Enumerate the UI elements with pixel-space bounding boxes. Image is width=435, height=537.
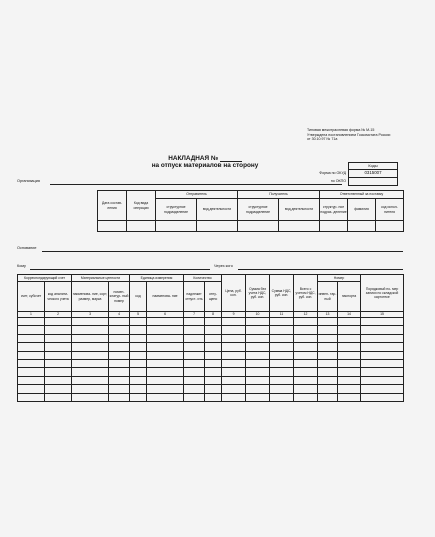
table-cell	[338, 343, 361, 351]
sub-unit-name: наименова- ние	[147, 282, 184, 312]
group-account: Корреспондирующий счет	[18, 275, 72, 282]
table-cell	[45, 343, 72, 351]
table-cell	[246, 385, 270, 393]
group-quantity: Количество	[184, 275, 222, 282]
table-cell	[130, 385, 147, 393]
table-cell	[130, 368, 147, 376]
table-cell	[147, 359, 184, 367]
table-cell	[205, 351, 222, 359]
table-cell	[72, 359, 109, 367]
col-num: 11	[270, 312, 294, 318]
table-cell	[109, 385, 130, 393]
document-title	[110, 155, 300, 162]
group-number: Номер	[318, 275, 361, 282]
sub-account: счет, субсчет	[18, 282, 45, 312]
table-cell	[361, 343, 404, 351]
sub-inventory: инвен- тар- ный	[318, 282, 338, 312]
sender-struct: структурное подразделение	[156, 199, 197, 221]
table-cell	[205, 393, 222, 401]
table-cell	[147, 326, 184, 334]
table-cell	[318, 359, 338, 367]
form-date-line: от 30.10.97 № 71а	[307, 137, 338, 141]
table-cell	[147, 393, 184, 401]
table-cell	[338, 368, 361, 376]
table-cell	[205, 343, 222, 351]
table-cell	[205, 326, 222, 334]
col-date: Дата состав- ления	[98, 191, 127, 221]
table-cell	[130, 351, 147, 359]
table-cell	[270, 326, 294, 334]
cell	[376, 221, 404, 232]
table-cell	[130, 318, 147, 326]
col-num: 12	[294, 312, 318, 318]
table-cell	[361, 318, 404, 326]
sub-analytic: код аналити- ческого учета	[45, 282, 72, 312]
table-cell	[270, 334, 294, 342]
table-cell	[130, 343, 147, 351]
table-cell	[184, 359, 205, 367]
table-cell	[338, 326, 361, 334]
table-cell	[361, 359, 404, 367]
table-cell	[109, 326, 130, 334]
table-cell	[205, 359, 222, 367]
table-cell	[270, 318, 294, 326]
table-cell	[246, 334, 270, 342]
table-row	[18, 351, 404, 359]
table-cell	[361, 368, 404, 376]
table-cell	[222, 385, 246, 393]
table-cell	[361, 376, 404, 384]
table-cell	[338, 393, 361, 401]
table-cell	[205, 334, 222, 342]
table-cell	[45, 351, 72, 359]
table-cell	[72, 334, 109, 342]
col-num: 5	[130, 312, 147, 318]
cell	[197, 221, 238, 232]
table-cell	[246, 326, 270, 334]
table-cell	[361, 334, 404, 342]
table-cell	[246, 393, 270, 401]
table-row	[18, 326, 404, 334]
table-cell	[205, 318, 222, 326]
okpo-label: по ОКПО	[330, 178, 346, 183]
table-row	[18, 368, 404, 376]
table-cell	[184, 351, 205, 359]
col-num: 4	[109, 312, 130, 318]
col-record: Порядковый но- мер записи по складской картотеке	[361, 275, 404, 312]
receiver-activity: вид деятельности	[279, 199, 320, 221]
table-cell	[72, 393, 109, 401]
table-cell	[318, 385, 338, 393]
col-num: 7	[184, 312, 205, 318]
table-cell	[246, 318, 270, 326]
codes-header: Коды	[349, 163, 398, 170]
cell	[279, 221, 320, 232]
blank-rows	[18, 318, 404, 402]
group-sender: Отправитель	[156, 191, 238, 199]
table-cell	[72, 318, 109, 326]
table-cell	[318, 326, 338, 334]
table-cell	[109, 376, 130, 384]
cell	[98, 221, 127, 232]
table-cell	[45, 368, 72, 376]
okud-label: Форма по ОКУД	[319, 171, 346, 175]
group-responsible: Ответственный за поставку	[320, 191, 404, 199]
col-total: Всего с учетом НДС, руб. коп.	[294, 275, 318, 312]
cell	[238, 221, 279, 232]
cell	[348, 221, 376, 232]
col-num: 3	[72, 312, 109, 318]
table-row	[18, 385, 404, 393]
col-num: 1	[18, 312, 45, 318]
table-cell	[294, 359, 318, 367]
table-cell	[18, 343, 45, 351]
col-num: 9	[222, 312, 246, 318]
table-row	[18, 359, 404, 367]
table-cell	[45, 326, 72, 334]
table-cell	[294, 368, 318, 376]
through-label: Через кого	[214, 264, 233, 268]
form-type-line: Типовая межотраслевая форма № М-15	[307, 128, 375, 132]
table-row	[18, 343, 404, 351]
table-cell	[318, 393, 338, 401]
organization-label: Организация	[17, 179, 40, 183]
table-cell	[147, 318, 184, 326]
col-vat: Сумма НДС, руб. коп.	[270, 275, 294, 312]
table-cell	[18, 351, 45, 359]
table-cell	[205, 376, 222, 384]
table-cell	[222, 326, 246, 334]
cell	[127, 221, 156, 232]
table-cell	[109, 359, 130, 367]
receiver-struct: структурное подразделение	[238, 199, 279, 221]
sub-material-name: наименова- ние, сорт, размер, марка	[72, 282, 109, 312]
table-row	[18, 334, 404, 342]
table-cell	[147, 343, 184, 351]
table-cell	[184, 368, 205, 376]
col-sum-novat: Сумма без учета НДС, руб. коп.	[246, 275, 270, 312]
table-cell	[72, 326, 109, 334]
table-cell	[147, 368, 184, 376]
table-cell	[318, 376, 338, 384]
group-unit: Единица измерения	[130, 275, 184, 282]
group-materials: Материальные ценности	[72, 275, 130, 282]
table-cell	[72, 368, 109, 376]
table-cell	[184, 343, 205, 351]
sender-activity: вид деятельности	[197, 199, 238, 221]
table-cell	[45, 318, 72, 326]
table-row	[18, 318, 404, 326]
table-cell	[72, 343, 109, 351]
table-cell	[361, 393, 404, 401]
table-cell	[45, 393, 72, 401]
table-cell	[338, 385, 361, 393]
table-cell	[222, 368, 246, 376]
table-row	[18, 393, 404, 401]
codes-table	[348, 162, 398, 186]
table-cell	[109, 318, 130, 326]
sub-issued: отпу- щено	[205, 282, 222, 312]
to-whom-label: Кому	[17, 264, 26, 268]
table-cell	[147, 334, 184, 342]
table-cell	[338, 359, 361, 367]
resp-code: код испол- нителя	[376, 199, 404, 221]
table-cell	[18, 334, 45, 342]
table-cell	[246, 376, 270, 384]
table-cell	[246, 343, 270, 351]
table-cell	[18, 368, 45, 376]
table-cell	[18, 385, 45, 393]
table-cell	[361, 385, 404, 393]
table-cell	[18, 326, 45, 334]
resp-struct: структур- ное подраз- деление	[320, 199, 348, 221]
table-cell	[45, 334, 72, 342]
table-cell	[184, 376, 205, 384]
table-cell	[318, 368, 338, 376]
table-cell	[72, 351, 109, 359]
table-cell	[294, 385, 318, 393]
col-operation-code: Код вида операции	[127, 191, 156, 221]
table-cell	[18, 359, 45, 367]
table-cell	[222, 393, 246, 401]
table-cell	[222, 343, 246, 351]
table-cell	[294, 376, 318, 384]
sub-unit-code: код	[130, 282, 147, 312]
table-cell	[45, 376, 72, 384]
col-num: 13	[318, 312, 338, 318]
table-cell	[184, 334, 205, 342]
table-cell	[294, 318, 318, 326]
table-cell	[270, 343, 294, 351]
table-cell	[45, 359, 72, 367]
table-cell	[361, 326, 404, 334]
table-cell	[294, 343, 318, 351]
sub-to-issue: надлежит отпуст- ить	[184, 282, 205, 312]
group-receiver: Получатель	[238, 191, 320, 199]
okpo-value	[349, 178, 398, 186]
table-cell	[18, 393, 45, 401]
table-cell	[222, 376, 246, 384]
table-cell	[205, 368, 222, 376]
table-cell	[72, 376, 109, 384]
table-cell	[18, 318, 45, 326]
organization-line	[50, 184, 342, 185]
table-cell	[222, 359, 246, 367]
col-num: 10	[246, 312, 270, 318]
table-cell	[318, 334, 338, 342]
table-cell	[147, 385, 184, 393]
table-row	[18, 376, 404, 384]
table-cell	[184, 393, 205, 401]
table-cell	[246, 359, 270, 367]
table-cell	[109, 343, 130, 351]
table-cell	[184, 326, 205, 334]
table-cell	[361, 351, 404, 359]
table-cell	[18, 376, 45, 384]
col-num: 2	[45, 312, 72, 318]
table-cell	[270, 376, 294, 384]
table-cell	[246, 351, 270, 359]
resp-name: фамилия	[348, 199, 376, 221]
col-num: 15	[361, 312, 404, 318]
table-cell	[270, 359, 294, 367]
table-cell	[130, 326, 147, 334]
cell	[156, 221, 197, 232]
table-cell	[270, 385, 294, 393]
table-cell	[338, 376, 361, 384]
table-cell	[294, 334, 318, 342]
table-cell	[222, 334, 246, 342]
col-price: Цена, руб. коп.	[222, 275, 246, 312]
table-cell	[130, 359, 147, 367]
through-line	[238, 269, 403, 270]
table-cell	[205, 385, 222, 393]
to-whom-line	[30, 269, 210, 270]
col-num: 6	[147, 312, 184, 318]
sub-passport: паспорта	[338, 282, 361, 312]
title-line1: НАКЛАДНАЯ №	[168, 155, 218, 162]
table-cell	[184, 385, 205, 393]
table-cell	[318, 318, 338, 326]
table-cell	[294, 393, 318, 401]
top-table	[97, 190, 404, 232]
col-num: 14	[338, 312, 361, 318]
table-cell	[338, 334, 361, 342]
basis-label: Основание	[17, 246, 37, 250]
table-cell	[130, 393, 147, 401]
table-cell	[130, 334, 147, 342]
table-cell	[270, 351, 294, 359]
sub-nomenclature: номен- клатур- ный номер	[109, 282, 130, 312]
table-cell	[184, 318, 205, 326]
table-cell	[222, 318, 246, 326]
table-cell	[109, 334, 130, 342]
basis-line	[42, 251, 403, 252]
table-cell	[147, 376, 184, 384]
table-cell	[147, 351, 184, 359]
table-cell	[222, 351, 246, 359]
table-cell	[109, 368, 130, 376]
main-table	[17, 274, 404, 402]
table-cell	[130, 376, 147, 384]
table-cell	[270, 393, 294, 401]
table-cell	[294, 351, 318, 359]
table-cell	[338, 318, 361, 326]
col-num: 8	[205, 312, 222, 318]
table-cell	[246, 368, 270, 376]
table-cell	[72, 385, 109, 393]
table-cell	[109, 393, 130, 401]
table-cell	[318, 351, 338, 359]
document-subtitle: на отпуск материалов на сторону	[151, 162, 259, 169]
form-approved-line: Утверждена постановлением Госкомстата России	[307, 132, 391, 137]
cell	[320, 221, 348, 232]
table-cell	[270, 368, 294, 376]
table-cell	[109, 351, 130, 359]
table-cell	[318, 343, 338, 351]
table-cell	[45, 385, 72, 393]
table-cell	[294, 326, 318, 334]
okud-value: 0315007	[349, 170, 398, 178]
table-cell	[338, 351, 361, 359]
